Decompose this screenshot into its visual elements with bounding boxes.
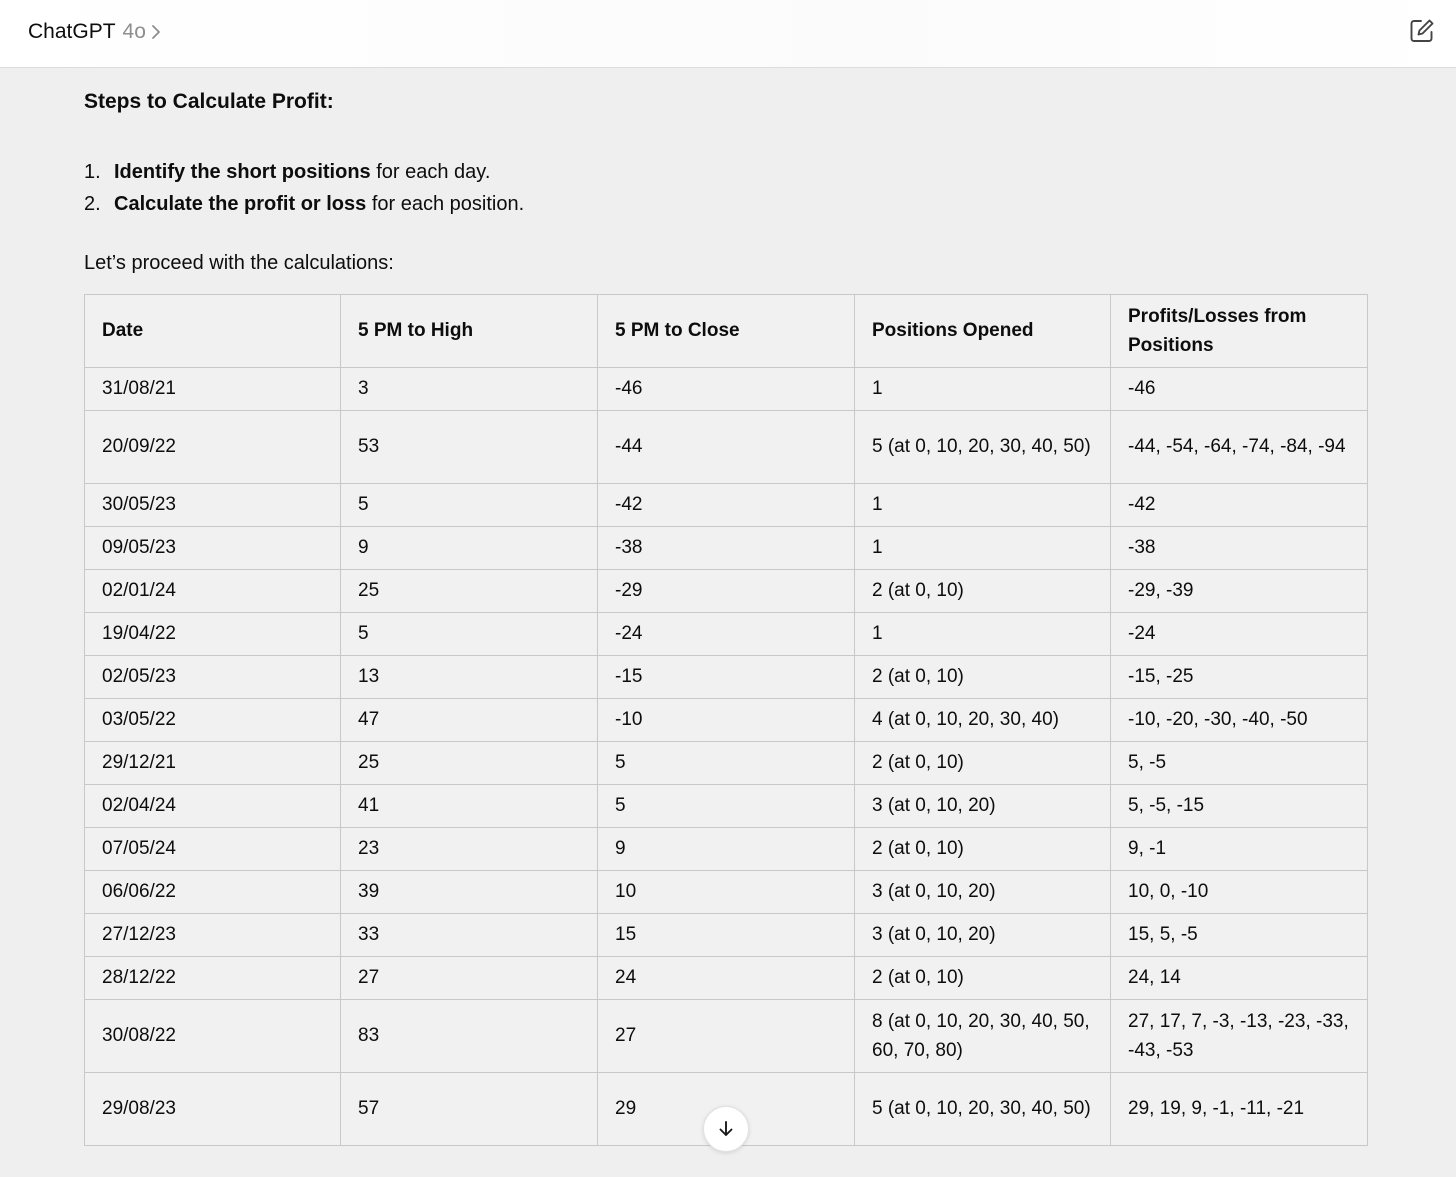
table-cell: 8 (at 0, 10, 20, 30, 40, 50, 60, 70, 80) <box>855 1000 1111 1073</box>
table-cell: 27 <box>598 1000 855 1073</box>
list-item <box>84 156 524 188</box>
table-cell: 3 (at 0, 10, 20) <box>855 914 1111 957</box>
table-cell: 06/06/22 <box>85 871 341 914</box>
table-cell: 27/12/23 <box>85 914 341 957</box>
table-row <box>85 742 1368 785</box>
table-cell: 02/05/23 <box>85 656 341 699</box>
model-name: ChatGPT <box>28 20 116 43</box>
table-cell: 29/08/23 <box>85 1073 341 1146</box>
table-cell: 15 <box>598 914 855 957</box>
table-row <box>85 871 1368 914</box>
table-row <box>85 1000 1368 1073</box>
table-cell: 30/08/22 <box>85 1000 341 1073</box>
section-heading: Steps to Calculate Profit: <box>84 90 334 113</box>
table-cell: 13 <box>341 656 598 699</box>
table-cell: -29, -39 <box>1111 570 1368 613</box>
table-cell: -44 <box>598 411 855 484</box>
table-cell: 27, 17, 7, -3, -13, -23, -33, -43, -53 <box>1111 1000 1368 1073</box>
table-cell: 29/12/21 <box>85 742 341 785</box>
table-cell: 10, 0, -10 <box>1111 871 1368 914</box>
table-row <box>85 613 1368 656</box>
table-cell: -29 <box>598 570 855 613</box>
table-cell: 9 <box>341 527 598 570</box>
results-table <box>84 294 1368 1146</box>
scroll-to-bottom-button[interactable] <box>703 1106 749 1152</box>
list-number: 2. <box>84 193 101 215</box>
table-cell: 9 <box>598 828 855 871</box>
table-cell: 83 <box>341 1000 598 1073</box>
table-cell: -24 <box>1111 613 1368 656</box>
table-cell: 1 <box>855 368 1111 411</box>
table-row <box>85 368 1368 411</box>
intro-text: Let’s proceed with the calculations: <box>84 252 394 274</box>
table-cell: 5 (at 0, 10, 20, 30, 40, 50) <box>855 1073 1111 1146</box>
table-cell: 31/08/21 <box>85 368 341 411</box>
table-row <box>85 914 1368 957</box>
table-row <box>85 411 1368 484</box>
table-cell: 57 <box>341 1073 598 1146</box>
table-cell: 28/12/22 <box>85 957 341 1000</box>
table-cell: 4 (at 0, 10, 20, 30, 40) <box>855 699 1111 742</box>
table-cell: 5 <box>598 785 855 828</box>
table-cell: 2 (at 0, 10) <box>855 742 1111 785</box>
new-chat-icon[interactable] <box>1408 17 1436 45</box>
table-row <box>85 656 1368 699</box>
table-cell: 53 <box>341 411 598 484</box>
step-text: for each position. <box>366 193 525 215</box>
table-cell: 02/04/24 <box>85 785 341 828</box>
table-cell: 2 (at 0, 10) <box>855 570 1111 613</box>
table-cell: 19/04/22 <box>85 613 341 656</box>
table-cell: 25 <box>341 742 598 785</box>
table-cell: 07/05/24 <box>85 828 341 871</box>
table-cell: 1 <box>855 527 1111 570</box>
column-header: Positions Opened <box>855 295 1111 368</box>
chevron-right-icon <box>150 24 162 40</box>
steps-list <box>84 156 524 220</box>
table-row <box>85 484 1368 527</box>
table-cell: 5 <box>341 484 598 527</box>
table-cell: 10 <box>598 871 855 914</box>
column-header: 5 PM to Close <box>598 295 855 368</box>
table-row <box>85 785 1368 828</box>
table-cell: -24 <box>598 613 855 656</box>
table-body <box>85 368 1368 1146</box>
table-cell: 2 (at 0, 10) <box>855 656 1111 699</box>
table-cell: 25 <box>341 570 598 613</box>
table-cell: 29 <box>598 1073 855 1146</box>
table-cell: 15, 5, -5 <box>1111 914 1368 957</box>
table-cell: 24 <box>598 957 855 1000</box>
list-number: 1. <box>84 161 101 183</box>
arrow-down-icon <box>717 1120 735 1138</box>
table-cell: 2 (at 0, 10) <box>855 828 1111 871</box>
column-header: Profits/Losses from Positions <box>1111 295 1368 368</box>
table-cell: 3 <box>341 368 598 411</box>
table-cell: 2 (at 0, 10) <box>855 957 1111 1000</box>
table-cell: 9, -1 <box>1111 828 1368 871</box>
table-row <box>85 699 1368 742</box>
table-header-row <box>85 295 1368 368</box>
table-cell: 47 <box>341 699 598 742</box>
list-item <box>84 188 524 220</box>
table-cell: 27 <box>341 957 598 1000</box>
table-row <box>85 957 1368 1000</box>
table-cell: 24, 14 <box>1111 957 1368 1000</box>
table-cell: 5 <box>341 613 598 656</box>
table-cell: 23 <box>341 828 598 871</box>
table-row <box>85 570 1368 613</box>
table-cell: 20/09/22 <box>85 411 341 484</box>
table-cell: -15 <box>598 656 855 699</box>
table-cell: 41 <box>341 785 598 828</box>
table-cell: -42 <box>1111 484 1368 527</box>
table-cell: 5 (at 0, 10, 20, 30, 40, 50) <box>855 411 1111 484</box>
table-cell: 03/05/22 <box>85 699 341 742</box>
model-version: 4o <box>122 20 146 43</box>
table-cell: -10 <box>598 699 855 742</box>
model-selector[interactable] <box>28 18 162 46</box>
step-bold-text: Calculate the profit or loss <box>114 193 367 215</box>
table-cell: -46 <box>1111 368 1368 411</box>
table-row <box>85 828 1368 871</box>
table-cell: 5 <box>598 742 855 785</box>
table-cell: -38 <box>598 527 855 570</box>
table-cell: 29, 19, 9, -1, -11, -21 <box>1111 1073 1368 1146</box>
column-header: Date <box>85 295 341 368</box>
table-cell: 39 <box>341 871 598 914</box>
table-cell: -15, -25 <box>1111 656 1368 699</box>
column-header: 5 PM to High <box>341 295 598 368</box>
table-cell: 30/05/23 <box>85 484 341 527</box>
step-text: for each day. <box>370 161 491 183</box>
step-bold-text: Identify the short positions <box>114 161 371 183</box>
table-cell: -42 <box>598 484 855 527</box>
table-cell: 33 <box>341 914 598 957</box>
table-cell: -44, -54, -64, -74, -84, -94 <box>1111 411 1368 484</box>
table-cell: -38 <box>1111 527 1368 570</box>
table-row <box>85 527 1368 570</box>
table-cell: 1 <box>855 484 1111 527</box>
table-cell: 5, -5 <box>1111 742 1368 785</box>
table-cell: 3 (at 0, 10, 20) <box>855 785 1111 828</box>
table-cell: -46 <box>598 368 855 411</box>
table-cell: 02/01/24 <box>85 570 341 613</box>
table-cell: 5, -5, -15 <box>1111 785 1368 828</box>
table-cell: -10, -20, -30, -40, -50 <box>1111 699 1368 742</box>
table-cell: 3 (at 0, 10, 20) <box>855 871 1111 914</box>
table-cell: 1 <box>855 613 1111 656</box>
table-cell: 09/05/23 <box>85 527 341 570</box>
top-bar <box>0 0 1456 68</box>
